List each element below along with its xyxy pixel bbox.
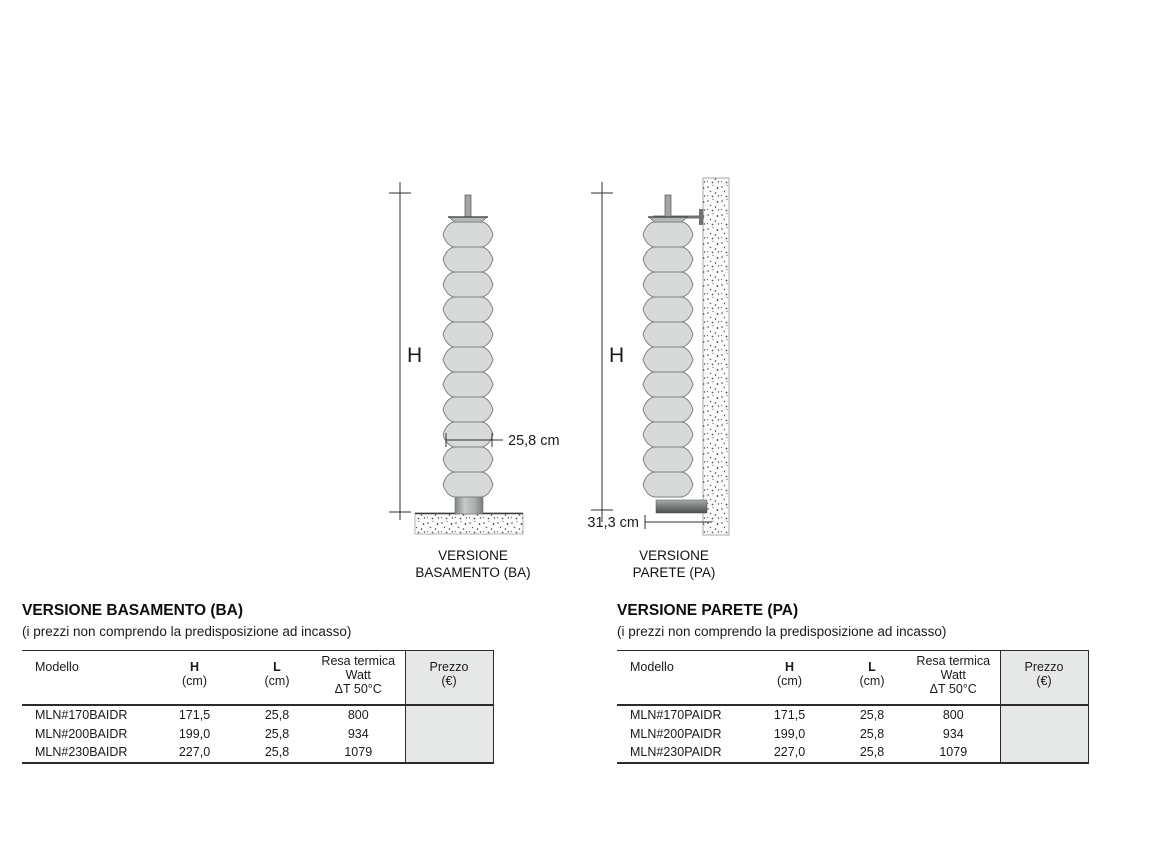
drawing-basamento	[389, 182, 560, 534]
radiator-column	[643, 222, 693, 497]
model-cell: MLN#230BAIDR	[35, 745, 128, 759]
h-dimension-label: H	[609, 344, 625, 367]
model-cell: MLN#200BAIDR	[35, 726, 128, 741]
radiator-wall-assembly	[643, 195, 693, 497]
l-cell: 25,8	[859, 708, 885, 722]
l-cell: 25,8	[859, 726, 885, 741]
col-header-h: H (cm)	[777, 660, 802, 688]
col-header-model: Modello	[630, 660, 674, 674]
l-cell: 25,8	[859, 745, 885, 759]
section-title: VERSIONE BASAMENTO (BA)	[22, 602, 244, 619]
h-cell: 227,0	[773, 745, 806, 759]
col-header-price: Prezzo (€)	[1000, 651, 1088, 706]
table-row	[22, 705, 493, 725]
price-cell	[1000, 705, 1088, 763]
wall	[703, 178, 729, 535]
h-cell: 199,0	[773, 726, 806, 741]
price-note: (i prezzi non comprendo la predisposizione ad incasso)	[617, 624, 947, 639]
model-cell: MLN#170PAIDR	[630, 708, 722, 722]
col-header-output: Resa termica Watt ΔT 50°C	[916, 654, 991, 696]
model-cell: MLN#200PAIDR	[630, 726, 722, 741]
spec-table-parete	[617, 650, 1089, 764]
caption-line: PARETE (PA)	[632, 565, 716, 580]
technical-drawings	[370, 170, 770, 545]
header-row	[617, 651, 1088, 706]
width-dimension-label: 25,8 cm	[508, 433, 560, 449]
header-row	[22, 651, 493, 706]
air-vent-pin	[465, 195, 471, 218]
col-header-l: L (cm)	[859, 660, 885, 688]
col-header-output: Resa termica Watt ΔT 50°C	[321, 654, 396, 696]
h-dimension-label: H	[407, 344, 423, 367]
watt-cell: 934	[347, 726, 369, 741]
radiator-column	[443, 222, 493, 497]
watt-cell: 800	[347, 708, 369, 722]
price-note: (i prezzi non comprendo la predisposizione ad incasso)	[22, 624, 352, 639]
model-cell: MLN#170BAIDR	[35, 708, 128, 722]
floor-base	[415, 513, 523, 534]
caption-line: VERSIONE	[438, 548, 508, 563]
watt-cell: 1079	[939, 745, 968, 759]
depth-dimension-line	[645, 515, 712, 529]
section-basamento	[22, 602, 493, 764]
air-vent-pin	[665, 195, 671, 218]
l-cell: 25,8	[264, 745, 290, 759]
h-cell: 199,0	[178, 726, 211, 741]
table-row	[617, 705, 1088, 725]
spec-table-basamento	[22, 650, 494, 764]
h-cell: 227,0	[178, 745, 211, 759]
caption-parete	[589, 547, 759, 581]
caption-line: VERSIONE	[639, 548, 709, 563]
col-header-h: H (cm)	[182, 660, 207, 688]
watt-cell: 800	[942, 708, 964, 722]
depth-dimension-label: 31,3 cm	[587, 515, 639, 531]
h-cell: 171,5	[773, 708, 806, 722]
section-title: VERSIONE PARETE (PA)	[617, 602, 799, 619]
watt-cell: 1079	[344, 745, 373, 759]
caption-line: BASAMENTO (BA)	[415, 565, 531, 580]
section-parete	[617, 602, 1090, 764]
col-header-l: L (cm)	[264, 660, 290, 688]
radiator-top-cap	[648, 217, 688, 222]
col-header-price: Prezzo (€)	[405, 651, 493, 706]
price-cell	[405, 705, 493, 763]
model-cell: MLN#230PAIDR	[630, 745, 722, 759]
caption-basamento	[388, 547, 558, 581]
h-cell: 171,5	[178, 708, 211, 722]
radiator-foot	[455, 497, 483, 514]
watt-cell: 934	[942, 726, 964, 741]
bottom-support-bar	[656, 500, 707, 513]
l-cell: 25,8	[264, 708, 290, 722]
l-cell: 25,8	[264, 726, 290, 741]
drawing-parete	[587, 178, 729, 535]
radiator-top-cap	[448, 217, 488, 222]
col-header-model: Modello	[35, 660, 79, 674]
